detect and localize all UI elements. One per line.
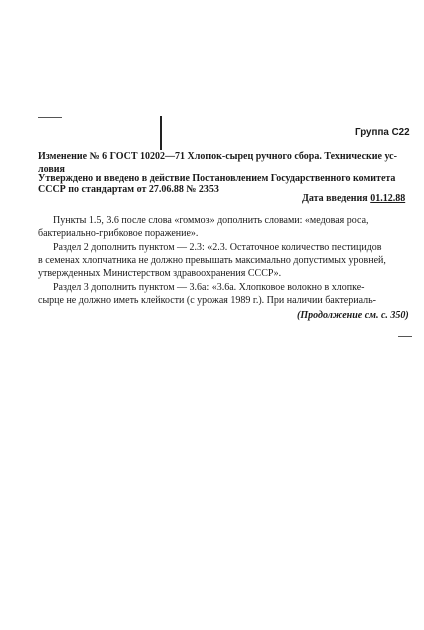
document-heading-line-2: ловия (38, 164, 65, 175)
continuation-note: (Продолжение см. с. 350) (297, 310, 409, 321)
effective-date (302, 192, 405, 205)
group-label: Группа С22 (355, 127, 410, 138)
body-line-6: Раздел 3 дополнить пунктом — 3.6а: «3.6а. Хлопковое волокно в хлопке- (53, 282, 365, 293)
body-line-4: в семенах хлопчатника не должно превышать максимально допустимых уровней, (38, 255, 386, 266)
margin-vertical-mark (160, 116, 162, 150)
body-line-5: утвержденных Министерством здравоохранения СССР». (38, 268, 282, 279)
body-line-3: Раздел 2 дополнить пунктом — 2.3: «2.3. Остаточное количество пестицидов (53, 242, 382, 253)
approval-line-1: Утверждено и введено в действие Постановлением Государственного комитета (38, 173, 396, 184)
bottom-right-dash (398, 336, 412, 337)
document-heading-line-1: Изменение № 6 ГОСТ 10202—71 Хлопок-сырец ручного сбора. Технические ус- (38, 151, 397, 162)
effective-date-label: Дата введения (302, 193, 368, 204)
effective-date-value: 01.12.88 (370, 193, 406, 204)
body-line-2: бактериально-грибковое поражение». (38, 228, 199, 239)
body-line-1: Пункты 1.5, 3.6 после слова «гоммоз» дополнить словами: «медовая роса, (53, 215, 369, 226)
top-left-dash (38, 117, 62, 118)
approval-line-2: СССР по стандартам от 27.06.88 № 2353 (38, 184, 219, 195)
body-line-7: сырце не должно иметь клейкости (с урожая 1989 г.). При наличии бактериаль- (38, 295, 377, 306)
